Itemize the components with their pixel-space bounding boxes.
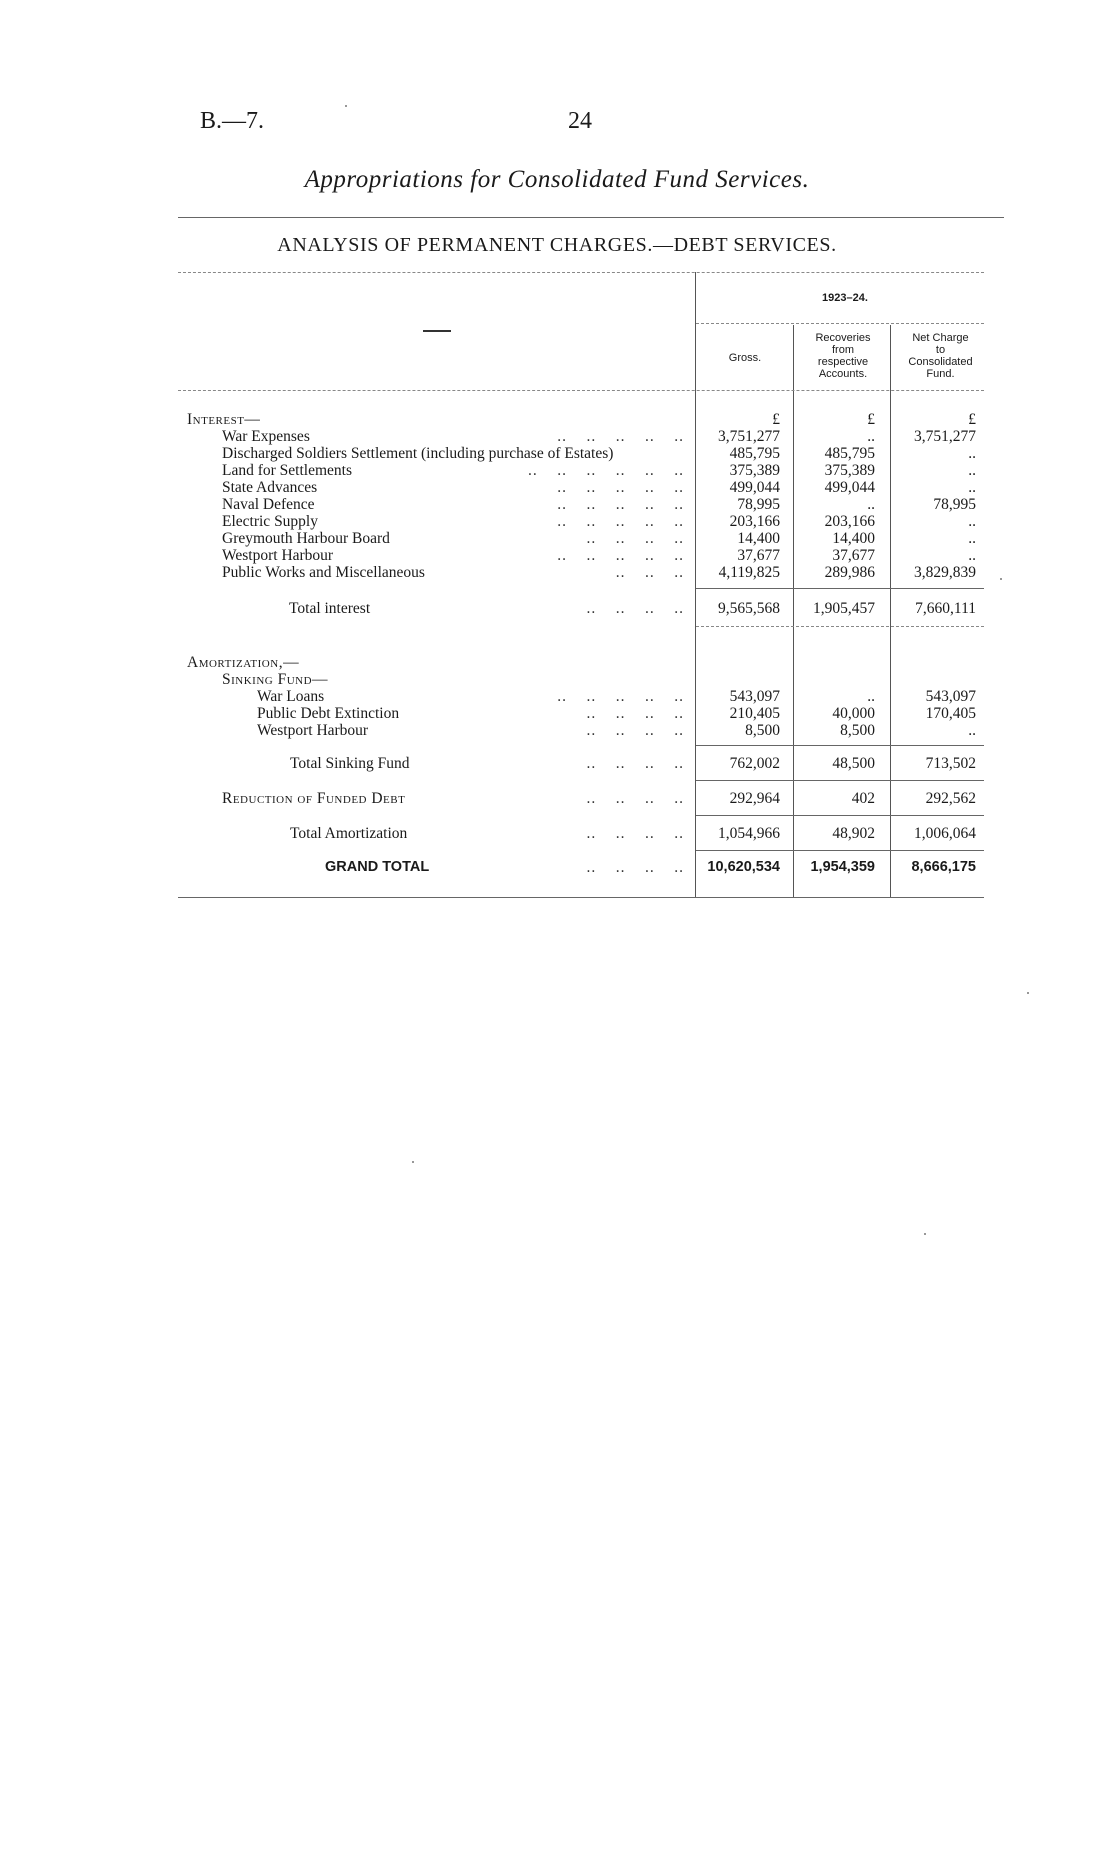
- net-value: ..: [968, 530, 976, 547]
- table-row: [0, 445, 1114, 462]
- net-value: ..: [968, 722, 976, 739]
- recoveries-value: 8,500: [840, 722, 875, 739]
- row-label: Reduction of Funded Debt: [222, 790, 406, 807]
- subtotal-rule: [696, 850, 984, 851]
- table-row: [0, 513, 1114, 530]
- total-sinking-fund-row: [0, 755, 1114, 772]
- year-header: 1923–24.: [822, 292, 868, 304]
- row-label: Total interest: [289, 600, 371, 617]
- leader-dots: .. .. .. ..: [586, 825, 684, 842]
- recoveries-value: 375,389: [824, 462, 875, 479]
- currency-symbol: £: [867, 411, 875, 428]
- analysis-title: ANALYSIS OF PERMANENT CHARGES.—DEBT SERVICES.: [277, 234, 837, 256]
- table-row: [0, 428, 1114, 445]
- amortization-heading: Amortization,—: [187, 654, 300, 671]
- scan-speck: [1027, 992, 1029, 994]
- net-value: ..: [968, 513, 976, 530]
- col-header-recoveries-line: Accounts.: [818, 368, 868, 380]
- leader-dots: .. .. .. ..: [586, 859, 684, 876]
- row-label: Public Debt Extinction: [257, 705, 400, 722]
- grand-total-label: GRAND TOTAL: [325, 859, 430, 875]
- table-top-rule: [178, 272, 984, 273]
- recoveries-value: 402: [851, 790, 875, 807]
- col-header-net: [893, 332, 988, 380]
- table-row: [0, 496, 1114, 513]
- page-subtitle: Appropriations for Consolidated Fund Services.: [304, 166, 810, 193]
- recoveries-value: 1,954,359: [810, 859, 875, 875]
- row-label: Total Amortization: [290, 825, 408, 842]
- table-row: [0, 722, 1114, 739]
- gross-value: 292,964: [729, 790, 780, 807]
- recoveries-value: ..: [867, 428, 875, 445]
- row-label: Westport Harbour: [257, 722, 369, 739]
- net-value: ..: [968, 445, 976, 462]
- subtotal-rule: [696, 780, 984, 781]
- leader-dots: .. .. .. ..: [586, 705, 684, 722]
- recoveries-value: 37,677: [832, 547, 875, 564]
- gross-value: 499,044: [729, 479, 780, 496]
- col-header-recoveries: [796, 332, 890, 380]
- net-value: 8,666,175: [911, 859, 976, 875]
- row-label: State Advances: [222, 479, 318, 496]
- leader-dots: .. .. .. ..: [586, 755, 684, 772]
- col-header-gross: Gross.: [728, 352, 762, 364]
- gross-value: 210,405: [729, 705, 780, 722]
- recoveries-value: 499,044: [824, 479, 875, 496]
- row-label: Total Sinking Fund: [290, 755, 410, 772]
- header-bottom-rule: [178, 390, 984, 391]
- recoveries-value: 203,166: [824, 513, 875, 530]
- col-header-recoveries-line: from: [832, 344, 854, 356]
- table-row: [0, 479, 1114, 496]
- currency-symbol: £: [968, 411, 976, 428]
- col-header-recoveries-line: Recoveries: [815, 332, 871, 344]
- leader-dots: .. .. .. .. ..: [557, 688, 684, 705]
- leader-dots: .. .. .. .. ..: [557, 547, 684, 564]
- gross-value: 8,500: [745, 722, 780, 739]
- net-value: 7,660,111: [915, 600, 976, 617]
- stub-header-dash: [423, 330, 451, 332]
- recoveries-value: 14,400: [832, 530, 875, 547]
- table-row: [0, 688, 1114, 705]
- reduction-row: [0, 790, 1114, 807]
- leader-dots: .. .. ..: [615, 564, 684, 581]
- net-value: ..: [968, 479, 976, 496]
- row-label: Public Works and Miscellaneous: [222, 564, 425, 581]
- recoveries-value: 1,905,457: [813, 600, 875, 617]
- leader-dots: .. .. .. .. .. ..: [528, 462, 684, 479]
- net-value: ..: [968, 547, 976, 564]
- gross-value: 1,054,966: [718, 825, 780, 842]
- net-value: 78,995: [933, 496, 976, 513]
- recoveries-value: 48,902: [832, 825, 875, 842]
- net-value: 1,006,064: [914, 825, 976, 842]
- top-rule: [178, 217, 1004, 218]
- net-value: ..: [968, 462, 976, 479]
- recoveries-value: ..: [867, 496, 875, 513]
- scan-speck: [924, 1233, 926, 1235]
- leader-dots: .. .. .. .. ..: [557, 496, 684, 513]
- table-bottom-rule: [178, 897, 984, 898]
- leader-dots: .. .. .. ..: [586, 790, 684, 807]
- col-header-net-line: Fund.: [926, 368, 955, 380]
- leader-dots: .. .. .. ..: [586, 530, 684, 547]
- table-row: [0, 547, 1114, 564]
- table-row: [0, 530, 1114, 547]
- interest-heading: Interest—: [187, 411, 261, 428]
- gross-value: 485,795: [729, 445, 780, 462]
- row-label: Discharged Soldiers Settlement (including purchase of Estates): [222, 445, 614, 462]
- recoveries-value: ..: [867, 688, 875, 705]
- net-value: 3,829,839: [914, 564, 976, 581]
- gross-value: 3,751,277: [718, 428, 780, 445]
- currency-symbol: £: [772, 411, 780, 428]
- net-value: 292,562: [925, 790, 976, 807]
- gross-value: 203,166: [729, 513, 780, 530]
- net-value: 713,502: [925, 755, 976, 772]
- gross-value: 78,995: [737, 496, 780, 513]
- leader-dots: .. .. .. ..: [586, 600, 684, 617]
- sinking-fund-heading: Sinking Fund—: [222, 671, 329, 688]
- col-header-net-line: to: [935, 344, 946, 356]
- leader-dots: .. .. .. .. ..: [557, 479, 684, 496]
- table-row: [0, 564, 1114, 581]
- table-row: [0, 462, 1114, 479]
- recoveries-value: 48,500: [832, 755, 875, 772]
- gross-value: 10,620,534: [707, 859, 780, 875]
- row-label: Greymouth Harbour Board: [222, 530, 390, 547]
- subtotal-rule: [696, 815, 984, 816]
- col-header-net-line: Net Charge: [912, 332, 969, 344]
- row-label: Westport Harbour: [222, 547, 334, 564]
- leader-dots: .. .. .. .. ..: [557, 513, 684, 530]
- leader-dots: .. .. .. ..: [586, 722, 684, 739]
- gross-value: 9,565,568: [718, 600, 780, 617]
- scan-speck: [345, 105, 347, 107]
- year-underline: [696, 323, 984, 324]
- subtotal-rule: [696, 745, 984, 746]
- gross-value: 375,389: [729, 462, 780, 479]
- row-label: Naval Defence: [222, 496, 315, 513]
- net-value: 3,751,277: [914, 428, 976, 445]
- gross-value: 37,677: [737, 547, 780, 564]
- col-header-recoveries-line: respective: [817, 356, 869, 368]
- leader-dots: .. .. .. .. ..: [557, 428, 684, 445]
- section-heading-row: [0, 654, 1114, 671]
- row-label: War Loans: [257, 688, 325, 705]
- net-value: 170,405: [925, 705, 976, 722]
- recoveries-value: 40,000: [832, 705, 875, 722]
- gross-value: 762,002: [729, 755, 780, 772]
- total-interest-row: [0, 600, 1114, 617]
- section-rule: [696, 626, 984, 627]
- gross-value: 14,400: [737, 530, 780, 547]
- col-header-net-line: Consolidated: [908, 356, 973, 368]
- page-number: 24: [568, 108, 592, 134]
- subtotal-rule: [696, 588, 984, 589]
- row-label: War Expenses: [222, 428, 310, 445]
- table-row: [0, 705, 1114, 722]
- scan-speck: [412, 1161, 414, 1163]
- row-label: Electric Supply: [222, 513, 318, 530]
- gross-value: 543,097: [729, 688, 780, 705]
- net-value: 543,097: [925, 688, 976, 705]
- gross-value: 4,119,825: [718, 564, 780, 581]
- total-amortization-row: [0, 825, 1114, 842]
- currency-row: [0, 411, 1114, 428]
- scan-speck: [1000, 578, 1002, 580]
- row-label: Land for Settlements: [222, 462, 352, 479]
- recoveries-value: 289,986: [824, 564, 875, 581]
- grand-total-row: [0, 859, 1114, 876]
- recoveries-value: 485,795: [824, 445, 875, 462]
- document-code: B.—7.: [200, 108, 265, 134]
- section-heading-row: [0, 671, 1114, 688]
